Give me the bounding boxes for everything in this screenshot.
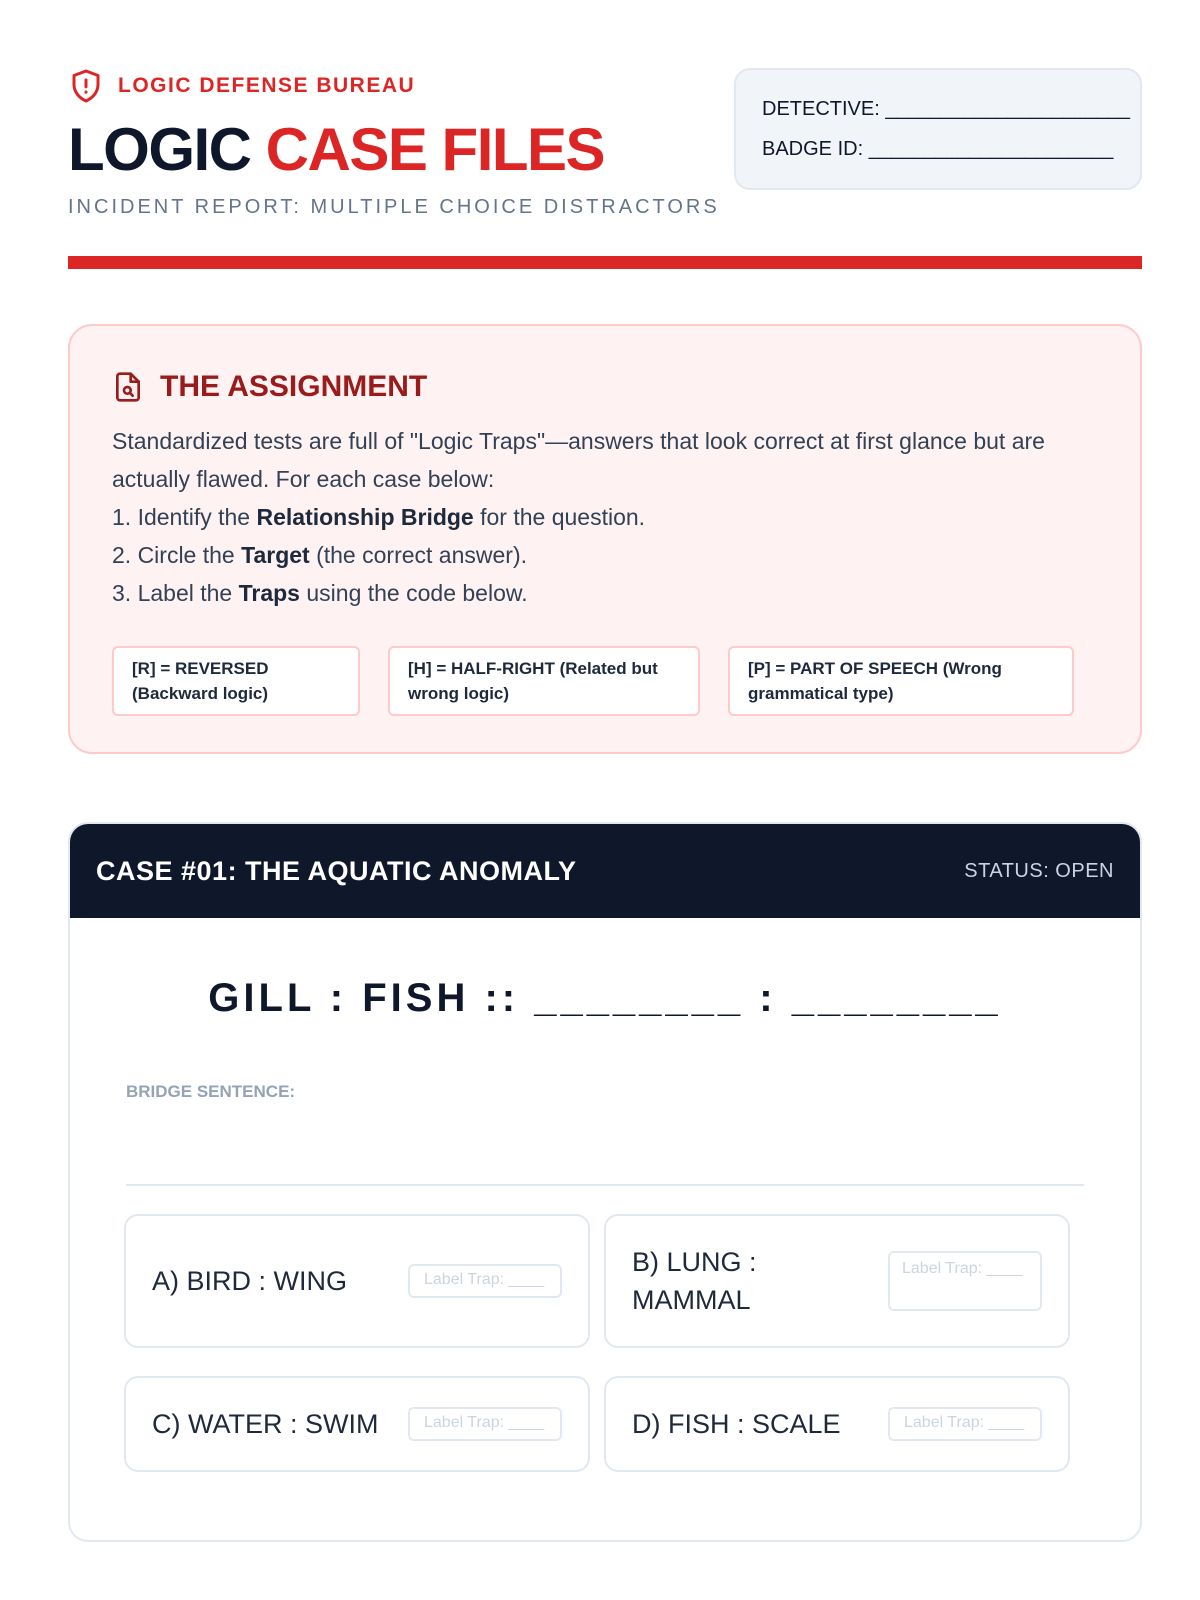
step-text: 2. Circle the xyxy=(112,542,242,568)
option-c[interactable] xyxy=(124,1376,590,1472)
page-subtitle: INCIDENT REPORT: MULTIPLE CHOICE DISTRACTORS xyxy=(68,196,720,218)
step-item xyxy=(112,498,1098,536)
bureau-name: LOGIC DEFENSE BUREAU xyxy=(118,74,416,97)
trap-label-field[interactable]: Label Trap: ____ xyxy=(408,1264,562,1298)
analogy-prompt: GILL : FISH :: ________ : ________ xyxy=(208,976,1002,1020)
code-half-right: [H] = HALF-RIGHT (Related but wrong logic) xyxy=(388,646,700,716)
case-header xyxy=(70,824,1140,918)
option-d[interactable] xyxy=(604,1376,1070,1472)
badge-id-field[interactable]: BADGE ID: ______________________ xyxy=(762,138,1114,160)
code-reversed: [R] = REVERSED (Backward logic) xyxy=(112,646,360,716)
assignment-panel xyxy=(68,324,1142,754)
bridge-sentence-label: BRIDGE SENTENCE: xyxy=(126,1082,296,1101)
option-text: A) BIRD : WING xyxy=(152,1266,347,1296)
step-text: 3. Label the xyxy=(112,580,239,606)
step-text: 1. Identify the xyxy=(112,504,257,530)
assignment-intro: Standardized tests are full of "Logic Traps"—answers that look correct at first glance but are actually flawed. For each case below: xyxy=(112,428,1045,492)
option-a[interactable] xyxy=(124,1214,590,1348)
header-divider xyxy=(68,256,1142,269)
bridge-sentence-line[interactable] xyxy=(126,1184,1084,1186)
detective-id-box xyxy=(734,68,1142,190)
file-search-icon xyxy=(112,371,144,403)
trap-label-field[interactable]: Label Trap: ____ xyxy=(408,1407,562,1441)
page-header xyxy=(68,68,1142,268)
step-keyword: Traps xyxy=(238,580,300,606)
assignment-heading xyxy=(112,370,1098,404)
step-keyword: Target xyxy=(241,542,310,568)
step-item xyxy=(112,536,1098,574)
step-text: using the code below. xyxy=(299,580,528,606)
case-card xyxy=(68,822,1142,1542)
assignment-heading-text: THE ASSIGNMENT xyxy=(160,370,428,403)
assignment-steps xyxy=(112,498,1098,612)
title-main: LOGIC xyxy=(68,116,251,183)
step-item xyxy=(112,574,1098,612)
option-text: D) FISH : SCALE xyxy=(632,1409,841,1439)
option-text: B) LUNG : MAMMAL xyxy=(632,1247,757,1315)
step-keyword: Relationship Bridge xyxy=(256,504,474,530)
trap-label-field[interactable]: Label Trap: ____ xyxy=(888,1407,1042,1441)
option-b[interactable] xyxy=(604,1214,1070,1348)
detective-field[interactable]: DETECTIVE: ______________________ xyxy=(762,98,1131,120)
shield-alert-icon xyxy=(68,68,104,104)
trap-code-legend xyxy=(112,646,1074,716)
case-title: CASE #01: THE AQUATIC ANOMALY xyxy=(96,855,577,886)
option-text: C) WATER : SWIM xyxy=(152,1409,379,1439)
title-accent: CASE FILES xyxy=(265,116,605,183)
step-text: (the correct answer). xyxy=(309,542,527,568)
step-text: for the question. xyxy=(473,504,646,530)
trap-label-field[interactable]: Label Trap: ____ xyxy=(888,1251,1042,1311)
code-part-of-speech: [P] = PART OF SPEECH (Wrong grammatical type) xyxy=(728,646,1074,716)
case-status: STATUS: OPEN xyxy=(964,859,1114,882)
